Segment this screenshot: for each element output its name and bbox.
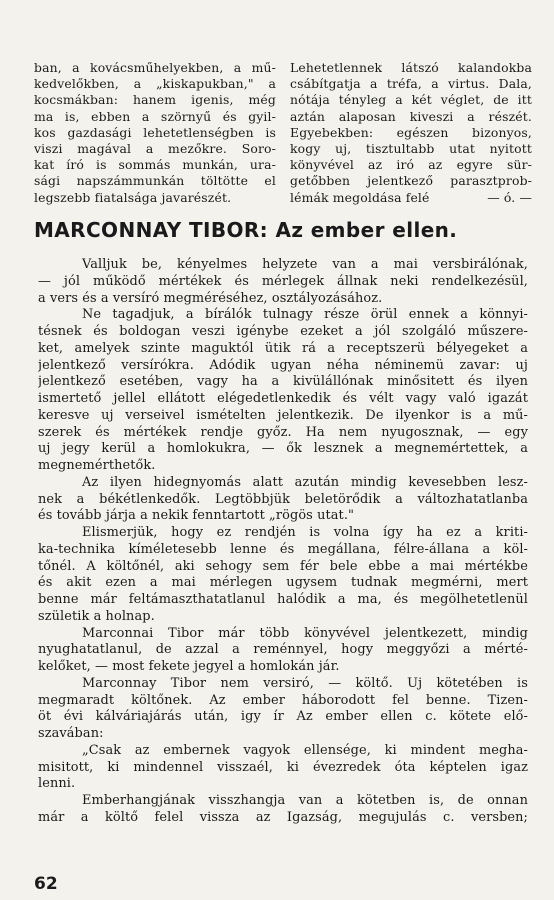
column-line: legszebb fiatalsága javarészét. — [34, 189, 232, 205]
body-line: ismertető jellel ellátott elégedetlenkedik és vélt vagy való igazát — [38, 391, 528, 406]
body-line: kelőket, — most fekete jegyel a homlokán jár. — [38, 659, 340, 674]
body-line: és tovább járja a nekik fenntartott „rögös utat." — [38, 508, 355, 524]
column-line: aztán alaposan kiveszi a részét. — [290, 108, 532, 124]
body-line: nyughatatlanul, de azzal a reménnyel, hogy meggyőzi a mérté- — [38, 642, 528, 658]
column-line-text: lémák megoldása felé — [290, 189, 430, 205]
body-line: Marconnay Tibor nem versiró, — költő. Uj kötetében is — [82, 675, 528, 691]
article-heading: MARCONNAY TIBOR: Az ember ellen. — [34, 218, 458, 242]
body-line: keresve uj verseivel ismételten jelentkezik. De ilyenkor is a mű- — [38, 407, 528, 423]
body-line: ket, amelyek szinte maguktól ütik rá a receptszerü bélyegeket a — [38, 340, 528, 356]
column-line: Egyebekben: egészen bizonyos, — [290, 124, 532, 140]
left-column — [34, 60, 276, 206]
body-line: uj jegy kerül a homlokukra, — ők lesznek a megnemértettek, a — [38, 441, 528, 457]
body-line: szerek és mértékek rendje győz. Ha nem nyugosznak, — egy — [38, 424, 528, 440]
column-line: getőbben jelentkező parasztprob- — [290, 173, 532, 189]
body-line: a vers és a versíró megméréséhez, osztályozásához. — [38, 290, 383, 306]
body-line: megnemérthetők. — [38, 458, 156, 473]
column-line: ban, a kovácsműhelyekben, a mű- — [34, 60, 276, 75]
body-line: szavában: — [38, 726, 104, 741]
article-body — [38, 257, 528, 827]
body-line: — jól működő mértékek és mérlegek állnak neki rendelkezésül, — [38, 273, 528, 289]
body-line: és akit ezen a mai mérlegen ugysem tudnak megmérni, mert — [38, 575, 528, 591]
column-line: kedvelőkben, a „kiskapukban," a — [34, 76, 276, 92]
top-columns — [34, 60, 532, 206]
body-line: ka-technika kíméletesebb lenne és megállana, félre-állana a köl- — [38, 541, 528, 557]
column-line: csábítgatja a tréfa, a virtus. Dala, — [290, 76, 532, 92]
body-line: benne már feltámaszthatatlanul halódik a ma, és megölhetetlenül — [38, 592, 528, 607]
column-line: kat író is sommás munkán, ura- — [34, 157, 276, 173]
body-line: már a költő felel vissza az Igazság, megujulás c. versben; — [38, 809, 528, 825]
body-line: jelentkező versírókra. Adódik ugyan néha néminemü zavar: uj — [38, 357, 528, 373]
body-line: Emberhangjának visszhangja van a kötetben is, de onnan — [82, 793, 528, 808]
body-line: Ne tagadjuk, a bírálók tulnagy része örül ennek a könnyi- — [82, 307, 528, 323]
column-line: sági napszámmunkán töltötte el — [34, 173, 276, 189]
body-line: Az ilyen hidegnyomás alatt azután mindig kevesebben lesz- — [82, 474, 528, 490]
column-line: kogy uj, tisztultabb utat nyitott — [290, 141, 532, 157]
column-line: kocsmákban: hanem igenis, még — [34, 92, 276, 108]
column-line: kos gazdasági lehetetlenségben is — [34, 124, 276, 140]
body-line: „Csak az embernek vagyok ellensége, ki mindent megha- — [82, 742, 528, 758]
body-line: Valljuk be, kényelmes helyzete van a mai versbirálónak, — [82, 257, 528, 272]
page-number: 62 — [34, 874, 58, 894]
body-line: öt évi kálváriajárás után, igy ír Az ember ellen c. kötete elő- — [38, 709, 528, 725]
body-line: jelentkező esetében, vagy ha a kivülállónak minősitett és ilyen — [38, 374, 528, 390]
body-line: lenni. — [38, 776, 76, 792]
column-line: ma is, ebben a szörnyű és gyil- — [34, 108, 276, 124]
column-line: könyvével az iró az egyre sür- — [290, 157, 532, 173]
body-line: születik a holnap. — [38, 608, 155, 624]
author-signature: — ó. — — [487, 189, 532, 205]
column-line: viszi magával a mezőkre. Soro- — [34, 141, 276, 157]
body-line: tésnek és boldogan veszi igénybe ezeket a jól szolgáló műszere- — [38, 324, 528, 339]
body-line: megmaradt költőnek. Az ember háborodott fel benne. Tizen- — [38, 692, 528, 708]
body-line: Elismerjük, hogy ez rendjén is volna így ha ez a kriti- — [82, 525, 528, 540]
body-line: Marconnai Tibor már több könyvével jelentkezett, mindig — [82, 625, 528, 641]
body-line: nek a békétlenkedők. Legtöbbjük beletörődik a változhatatlanba — [38, 491, 528, 507]
right-column — [290, 60, 532, 206]
column-line: Lehetetlennek látszó kalandokba — [290, 60, 532, 75]
body-line: misitott, ki mindennel visszaél, ki évezredek óta képtelen igaz — [38, 759, 528, 775]
body-line: tőnél. A költőnél, aki sehogy sem fér bele ebbe a mai mértékbe — [38, 558, 528, 574]
column-line — [290, 190, 532, 206]
column-line: nótája tényleg a két véglet, de itt — [290, 92, 532, 108]
